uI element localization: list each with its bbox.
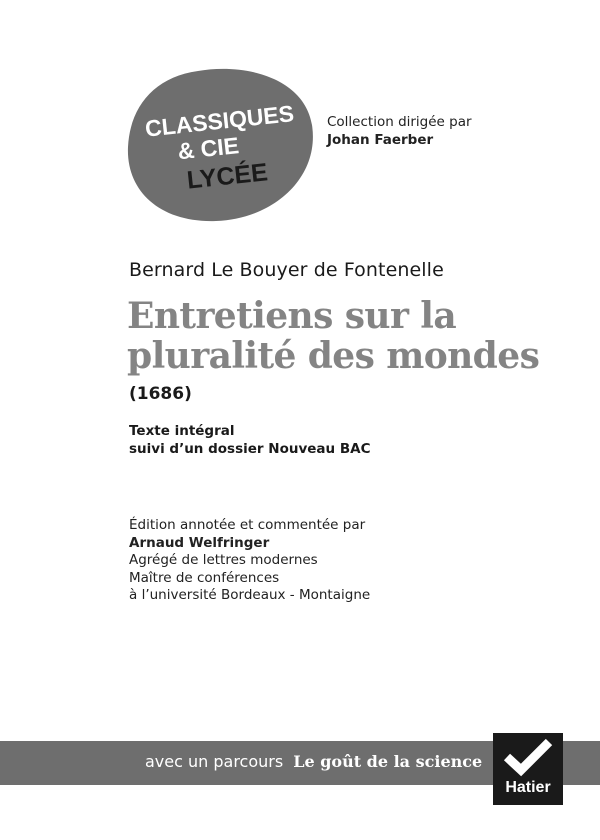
collection-logo	[124, 67, 316, 223]
publication-year: (1686)	[129, 384, 192, 404]
credits-intro: Édition annotée et commentée par	[129, 517, 366, 533]
credits-role-2: Maître de conférences	[129, 569, 280, 586]
collection-label: Collection dirigée par	[327, 114, 472, 130]
book-title-line-2: pluralité des mondes	[127, 335, 540, 377]
book-author: Bernard Le Bouyer de Fontenelle	[129, 259, 444, 281]
publisher-name: Hatier	[505, 779, 551, 796]
band-prefix: avec un parcours	[145, 752, 284, 771]
checkmark-icon	[503, 737, 553, 777]
publisher-logo	[493, 733, 563, 805]
collection-info	[327, 113, 472, 149]
logo-line-classiques: CLASSIQUES	[143, 100, 296, 142]
collection-director: Johan Faerber	[327, 132, 434, 148]
subtitle-line-1: Texte intégral	[129, 423, 235, 439]
book-subtitle	[129, 422, 370, 458]
edition-credits	[129, 517, 370, 605]
subtitle-line-2: suivi d’un dossier Nouveau BAC	[129, 441, 371, 457]
band-text	[145, 752, 482, 771]
book-title-line-1: Entretiens sur la	[127, 295, 457, 337]
band-theme: Le goût de la science	[293, 752, 483, 771]
credits-role-1: Agrégé de lettres modernes	[129, 552, 318, 568]
logo-line-lycee: LYCÉE	[185, 158, 270, 195]
logo-line-cie: & CIE	[176, 132, 241, 165]
book-title	[127, 296, 539, 376]
credits-role-3: à l’université Bordeaux - Montaigne	[129, 587, 371, 603]
credits-editor: Arnaud Welfringer	[129, 534, 270, 551]
